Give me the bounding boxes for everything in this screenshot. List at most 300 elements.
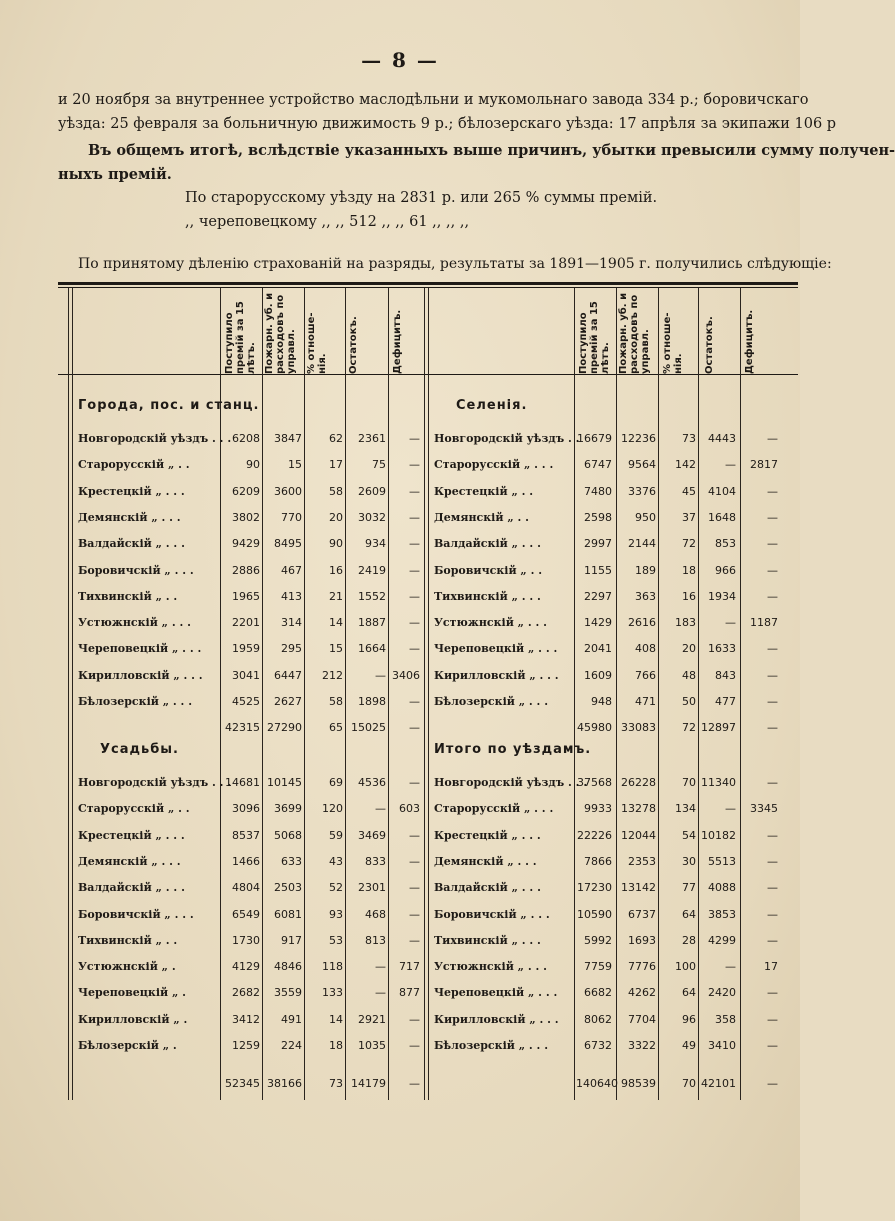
table-cell: 18 bbox=[329, 1039, 343, 1052]
table-cell: 8537 bbox=[232, 828, 260, 842]
table-cell: — bbox=[767, 589, 778, 603]
table-cell: 948 bbox=[591, 695, 612, 708]
table-cell: — bbox=[767, 1012, 778, 1026]
district-name: Череповецкій „ . . . bbox=[434, 986, 558, 1000]
table-cell: 3041 bbox=[232, 668, 260, 682]
table-cell: 1887 bbox=[358, 616, 386, 630]
district-name: Валдайскій „ . . . bbox=[434, 881, 541, 895]
table-cell: 58 bbox=[329, 695, 343, 708]
table-cell: 467 bbox=[281, 563, 302, 577]
table-cell: 37568 bbox=[577, 776, 612, 789]
table-cell: 3096 bbox=[232, 802, 260, 816]
table-row bbox=[0, 537, 800, 557]
table-cell: — bbox=[409, 510, 420, 524]
table-cell: 1633 bbox=[708, 642, 736, 656]
table-cell: — bbox=[409, 721, 420, 735]
table-cell: 471 bbox=[635, 695, 656, 708]
table-row bbox=[0, 881, 800, 901]
district-name: Старорусскій „ . . bbox=[78, 458, 190, 472]
district-name: Кирилловскій „ . bbox=[78, 1012, 188, 1026]
table-cell: 813 bbox=[365, 933, 386, 947]
table-cell: — bbox=[375, 668, 386, 682]
table-row bbox=[0, 695, 800, 715]
table-cell: — bbox=[767, 484, 778, 498]
table-cell: 917 bbox=[281, 933, 302, 947]
table-cell: — bbox=[409, 616, 420, 630]
district-name: Бѣлозерскій „ . . . bbox=[434, 695, 549, 708]
table-cell: 2420 bbox=[708, 986, 736, 1000]
table-cell: 72 bbox=[682, 537, 696, 551]
section-title: Города, пос. и станц. bbox=[78, 398, 260, 413]
table-cell: 3322 bbox=[628, 1039, 656, 1052]
table-row bbox=[0, 908, 800, 928]
table-cell: 142 bbox=[675, 458, 696, 472]
table-cell: 9933 bbox=[584, 802, 612, 816]
table-cell: 64 bbox=[682, 907, 696, 921]
table-cell: 189 bbox=[635, 563, 656, 577]
table-cell: 69 bbox=[329, 776, 343, 789]
table-cell: 6081 bbox=[274, 907, 302, 921]
district-name: Боровичскій „ . . . bbox=[78, 563, 194, 577]
table-cell: 934 bbox=[365, 537, 386, 551]
table-cell: 72 bbox=[682, 721, 696, 735]
table-cell: — bbox=[725, 802, 736, 816]
table-cell: 6682 bbox=[584, 986, 612, 1000]
table-cell: — bbox=[725, 616, 736, 630]
table-cell: 9564 bbox=[628, 458, 656, 472]
table-cell: 93 bbox=[329, 907, 343, 921]
district-name: Тихвинскій „ . . bbox=[78, 933, 178, 947]
table-cell: 65 bbox=[329, 721, 343, 735]
district-name: Новгородскій уѣздъ . . . bbox=[78, 432, 232, 445]
table-cell: 2503 bbox=[274, 881, 302, 895]
table-cell: — bbox=[409, 854, 420, 868]
table-cell: 6447 bbox=[274, 668, 302, 682]
table-cell: 16 bbox=[329, 563, 343, 577]
table-cell: 26228 bbox=[621, 776, 656, 789]
table-cell: 2297 bbox=[584, 589, 612, 603]
table-cell: 3412 bbox=[232, 1012, 260, 1026]
table-cell: — bbox=[767, 668, 778, 682]
table-cell: 27290 bbox=[267, 721, 302, 735]
table-cell: 15 bbox=[288, 458, 302, 472]
table-cell: 770 bbox=[281, 510, 302, 524]
total-row bbox=[0, 721, 800, 741]
table-cell: 1609 bbox=[584, 668, 612, 682]
table-cell: 100 bbox=[675, 960, 696, 974]
table-cell: 10590 bbox=[577, 907, 612, 921]
table-cell: 7759 bbox=[584, 960, 612, 974]
table-cell: 96 bbox=[682, 1012, 696, 1026]
table-cell: — bbox=[409, 881, 420, 895]
table-cell: 7866 bbox=[584, 854, 612, 868]
table-cell: 20 bbox=[682, 642, 696, 656]
intro-line-4: ныхъ премій. bbox=[58, 166, 172, 183]
table-cell: 1730 bbox=[232, 933, 260, 947]
table-cell: 73 bbox=[329, 1077, 343, 1091]
table-cell: 3032 bbox=[358, 510, 386, 524]
table-cell: 413 bbox=[281, 589, 302, 603]
table-cell: 16 bbox=[682, 589, 696, 603]
table-cell: 90 bbox=[329, 537, 343, 551]
table-cell: 49 bbox=[682, 1039, 696, 1052]
column-header: % отноше- нія. bbox=[306, 312, 328, 374]
district-name: Кирилловскій „ . . . bbox=[434, 1012, 559, 1026]
table-cell: 7480 bbox=[584, 484, 612, 498]
table-cell: 2419 bbox=[358, 563, 386, 577]
district-name: Демянскій „ . . . bbox=[78, 854, 181, 868]
table-cell: 4129 bbox=[232, 960, 260, 974]
district-name: Валдайскій „ . . . bbox=[78, 537, 185, 551]
table-cell: 1035 bbox=[358, 1039, 386, 1052]
table-cell: — bbox=[725, 960, 736, 974]
district-name: Крестецкій „ . . . bbox=[78, 484, 185, 498]
table-cell: 50 bbox=[682, 695, 696, 708]
summary-line-2: ,, череповецкому ,, ,, 512 ,, ,, 61 ,, ,, ,, bbox=[185, 214, 470, 230]
table-cell: 53 bbox=[329, 933, 343, 947]
table-cell: 54 bbox=[682, 828, 696, 842]
table-cell: — bbox=[767, 986, 778, 1000]
table-cell: 7776 bbox=[628, 960, 656, 974]
district-name: Новгородскій уѣздъ . . bbox=[434, 432, 580, 445]
table-intro: По принятому дѣленію страхованій на разряды, результаты за 1891—1905 г. получились слѣдующіе: bbox=[78, 256, 832, 272]
district-name: Устюжнскій „ . . . bbox=[434, 616, 547, 630]
table-cell: 1155 bbox=[584, 563, 612, 577]
table-cell: 14 bbox=[329, 1012, 343, 1026]
table-cell: 950 bbox=[635, 510, 656, 524]
table-cell: 52345 bbox=[225, 1077, 260, 1091]
table-cell: — bbox=[767, 537, 778, 551]
table-cell: 477 bbox=[715, 695, 736, 708]
section-title: Итого по уѣздамъ. bbox=[434, 742, 592, 757]
district-name: Новгородскій уѣздъ . . . bbox=[434, 776, 588, 789]
table-row bbox=[0, 432, 800, 452]
table-cell: 14 bbox=[329, 616, 343, 630]
table-cell: 3410 bbox=[708, 1039, 736, 1052]
table-cell: — bbox=[767, 510, 778, 524]
table-cell: 73 bbox=[682, 432, 696, 445]
page-number: — 8 — bbox=[361, 48, 439, 72]
table-cell: — bbox=[767, 1039, 778, 1052]
table-cell: 6732 bbox=[584, 1039, 612, 1052]
column-header: Остатокъ. bbox=[704, 316, 715, 374]
table-cell: 2144 bbox=[628, 537, 656, 551]
table-cell: 12044 bbox=[621, 828, 656, 842]
table-cell: — bbox=[409, 695, 420, 708]
table-cell: 21 bbox=[329, 589, 343, 603]
table-cell: — bbox=[375, 986, 386, 1000]
table-row bbox=[0, 564, 800, 584]
district-name: Бѣлозерскій „ . . . bbox=[78, 695, 193, 708]
table-cell: 77 bbox=[682, 881, 696, 895]
table-cell: 4299 bbox=[708, 933, 736, 947]
table-cell: 38166 bbox=[267, 1077, 302, 1091]
table-cell: 62 bbox=[329, 432, 343, 445]
table-cell: 877 bbox=[399, 986, 420, 1000]
table-row bbox=[0, 802, 800, 822]
table-cell: — bbox=[767, 563, 778, 577]
table-cell: 3600 bbox=[274, 484, 302, 498]
table-cell: 28 bbox=[682, 933, 696, 947]
table-cell: — bbox=[409, 1012, 420, 1026]
district-name: Боровичскій „ . . . bbox=[78, 907, 194, 921]
table-cell: 15 bbox=[329, 642, 343, 656]
table-cell: 64 bbox=[682, 986, 696, 1000]
table-cell: 134 bbox=[675, 802, 696, 816]
table-cell: 5068 bbox=[274, 828, 302, 842]
table-cell: — bbox=[375, 960, 386, 974]
table-cell: 42101 bbox=[701, 1077, 736, 1091]
table-cell: — bbox=[767, 721, 778, 735]
table-cell: — bbox=[725, 458, 736, 472]
table-cell: 8495 bbox=[274, 537, 302, 551]
table-cell: 13278 bbox=[621, 802, 656, 816]
table-cell: 18 bbox=[682, 563, 696, 577]
district-name: Демянскій „ . . . bbox=[78, 510, 181, 524]
table-cell: — bbox=[409, 537, 420, 551]
table-cell: 314 bbox=[281, 616, 302, 630]
table-cell: 843 bbox=[715, 668, 736, 682]
table-cell: 13142 bbox=[621, 881, 656, 895]
section-title: Селенія. bbox=[456, 398, 528, 413]
table-cell: 717 bbox=[399, 960, 420, 974]
table-cell: 15025 bbox=[351, 721, 386, 735]
table-cell: 4443 bbox=[708, 432, 736, 445]
table-cell: 133 bbox=[322, 986, 343, 1000]
district-name: Старорусскій „ . . . bbox=[434, 458, 554, 472]
table-cell: 4262 bbox=[628, 986, 656, 1000]
table-cell: — bbox=[409, 1039, 420, 1052]
table-cell: 9429 bbox=[232, 537, 260, 551]
table-cell: 14681 bbox=[225, 776, 260, 789]
table-cell: 17 bbox=[329, 458, 343, 472]
table-cell: — bbox=[767, 828, 778, 842]
table-cell: 833 bbox=[365, 854, 386, 868]
column-header: Пожарн. уб. и расходовъ по управл. bbox=[618, 292, 651, 374]
table-cell: 4846 bbox=[274, 960, 302, 974]
table-cell: — bbox=[409, 484, 420, 498]
table-cell: 1934 bbox=[708, 589, 736, 603]
table-cell: 1187 bbox=[750, 616, 778, 630]
table-cell: 75 bbox=[372, 458, 386, 472]
table-cell: 2361 bbox=[358, 432, 386, 445]
table-row bbox=[0, 642, 800, 662]
table-cell: 212 bbox=[322, 668, 343, 682]
district-name: Устюжнскій „ . . . bbox=[434, 960, 547, 974]
district-name: Череповецкій „ . . . bbox=[434, 642, 558, 656]
table-cell: 58 bbox=[329, 484, 343, 498]
table-cell: 1898 bbox=[358, 695, 386, 708]
table-cell: 4088 bbox=[708, 881, 736, 895]
table-cell: 1429 bbox=[584, 616, 612, 630]
table-cell: 90 bbox=[246, 458, 260, 472]
table-cell: 120 bbox=[322, 802, 343, 816]
table-row bbox=[0, 669, 800, 689]
table-cell: 30 bbox=[682, 854, 696, 868]
table-row bbox=[0, 776, 800, 796]
table-cell: 3376 bbox=[628, 484, 656, 498]
table-cell: 118 bbox=[322, 960, 343, 974]
district-name: Старорусскій „ . . bbox=[78, 802, 190, 816]
table-cell: 20 bbox=[329, 510, 343, 524]
column-header: Поступило премій за 15 лѣтъ. bbox=[578, 301, 611, 374]
table-cell: 4804 bbox=[232, 881, 260, 895]
table-cell: 45980 bbox=[577, 721, 612, 735]
table-cell: 8062 bbox=[584, 1012, 612, 1026]
table-cell: 2301 bbox=[358, 881, 386, 895]
column-header: % отноше- нія. bbox=[662, 312, 684, 374]
table-cell: — bbox=[767, 432, 778, 445]
table-cell: 140640 bbox=[576, 1077, 618, 1091]
table-cell: 7704 bbox=[628, 1012, 656, 1026]
table-cell: 59 bbox=[329, 828, 343, 842]
district-name: Устюжнскій „ . . . bbox=[78, 616, 191, 630]
table-cell: 10182 bbox=[701, 828, 736, 842]
total-row bbox=[0, 1077, 800, 1097]
table-cell: — bbox=[409, 563, 420, 577]
table-cell: — bbox=[767, 881, 778, 895]
district-name: Боровичскій „ . . . bbox=[434, 907, 550, 921]
table-cell: 224 bbox=[281, 1039, 302, 1052]
table-row bbox=[0, 855, 800, 875]
column-header: Пожарн. уб. и расходовъ по управл. bbox=[264, 292, 297, 374]
district-name: Тихвинскій „ . . bbox=[78, 589, 178, 603]
table-cell: 6209 bbox=[232, 484, 260, 498]
table-cell: 70 bbox=[682, 776, 696, 789]
district-name: Бѣлозерскій „ . bbox=[78, 1039, 177, 1052]
table-cell: 22226 bbox=[577, 828, 612, 842]
table-cell: — bbox=[767, 642, 778, 656]
table-cell: — bbox=[767, 1077, 778, 1091]
table-cell: 3853 bbox=[708, 907, 736, 921]
table-cell: 2353 bbox=[628, 854, 656, 868]
table-row bbox=[0, 590, 800, 610]
column-header: Остатокъ. bbox=[348, 316, 359, 374]
table-cell: — bbox=[767, 695, 778, 708]
table-cell: 70 bbox=[682, 1077, 696, 1091]
table-cell: 408 bbox=[635, 642, 656, 656]
table-row bbox=[0, 829, 800, 849]
table-cell: 2041 bbox=[584, 642, 612, 656]
summary-line-1: По старорусскому уѣзду на 2831 р. или 265 % суммы премій. bbox=[185, 190, 658, 206]
table-cell: 363 bbox=[635, 589, 656, 603]
table-cell: 4525 bbox=[232, 695, 260, 708]
table-cell: 3802 bbox=[232, 510, 260, 524]
table-cell: 45 bbox=[682, 484, 696, 498]
table-row bbox=[0, 1013, 800, 1033]
table-cell: 2201 bbox=[232, 616, 260, 630]
district-name: Крестецкій „ . . . bbox=[434, 828, 541, 842]
column-header: Дефицитъ. bbox=[392, 309, 403, 374]
table-cell: 3847 bbox=[274, 432, 302, 445]
table-cell: 48 bbox=[682, 668, 696, 682]
table-cell: 2682 bbox=[232, 986, 260, 1000]
table-cell: — bbox=[409, 432, 420, 445]
table-cell: 1552 bbox=[358, 589, 386, 603]
table-cell: 5513 bbox=[708, 854, 736, 868]
table-cell: 3345 bbox=[750, 802, 778, 816]
table-cell: 468 bbox=[365, 907, 386, 921]
table-cell: 853 bbox=[715, 537, 736, 551]
table-cell: 3559 bbox=[274, 986, 302, 1000]
table-cell: 33083 bbox=[621, 721, 656, 735]
table-cell: 14179 bbox=[351, 1077, 386, 1091]
district-name: Бѣлозерскій „ . . . bbox=[434, 1039, 549, 1052]
table-cell: 52 bbox=[329, 881, 343, 895]
district-name: Боровичскій „ . . bbox=[434, 563, 543, 577]
table-cell: 2921 bbox=[358, 1012, 386, 1026]
table-cell: 3699 bbox=[274, 802, 302, 816]
district-name: Демянскій „ . . . bbox=[434, 854, 537, 868]
table-cell: 2609 bbox=[358, 484, 386, 498]
table-cell: 2598 bbox=[584, 510, 612, 524]
table-cell: 5992 bbox=[584, 933, 612, 947]
table-cell: 6208 bbox=[232, 432, 260, 445]
table-cell: 633 bbox=[281, 854, 302, 868]
table-cell: 1664 bbox=[358, 642, 386, 656]
table-cell: 17 bbox=[764, 960, 778, 974]
table-cell: — bbox=[375, 802, 386, 816]
table-cell: 1693 bbox=[628, 933, 656, 947]
table-cell: 6549 bbox=[232, 907, 260, 921]
table-row bbox=[0, 986, 800, 1006]
district-name: Тихвинскій „ . . . bbox=[434, 933, 541, 947]
table-cell: 3469 bbox=[358, 828, 386, 842]
table-row bbox=[0, 934, 800, 954]
table-cell: 183 bbox=[675, 616, 696, 630]
district-name: Старорусскій „ . . . bbox=[434, 802, 554, 816]
table-cell: 6747 bbox=[584, 458, 612, 472]
district-name: Валдайскій „ . . . bbox=[434, 537, 541, 551]
table-cell: 4536 bbox=[358, 776, 386, 789]
table-cell: 1466 bbox=[232, 854, 260, 868]
table-top-rule bbox=[58, 282, 798, 285]
intro-line-3: Въ общемъ итогѣ, вслѣдствіе указанныхъ выше причинъ, убытки превысили сумму получен- bbox=[88, 142, 895, 159]
district-name: Кирилловскій „ . . . bbox=[78, 668, 203, 682]
table-cell: — bbox=[409, 458, 420, 472]
table-cell: 1259 bbox=[232, 1039, 260, 1052]
table-cell: 16679 bbox=[577, 432, 612, 445]
table-cell: 2886 bbox=[232, 563, 260, 577]
table-cell: — bbox=[409, 1077, 420, 1091]
table-cell: 2997 bbox=[584, 537, 612, 551]
district-name: Крестецкій „ . . . bbox=[78, 828, 185, 842]
table-cell: 2817 bbox=[750, 458, 778, 472]
table-cell: 766 bbox=[635, 668, 656, 682]
table-cell: — bbox=[767, 933, 778, 947]
table-cell: 603 bbox=[399, 802, 420, 816]
table-cell: — bbox=[409, 933, 420, 947]
column-header: Поступило премій за 15 лѣтъ. bbox=[224, 301, 257, 374]
table-cell: 37 bbox=[682, 510, 696, 524]
table-cell: 10145 bbox=[267, 776, 302, 789]
table-row bbox=[0, 1039, 800, 1059]
table-row bbox=[0, 511, 800, 531]
table-cell: 11340 bbox=[701, 776, 736, 789]
table-row bbox=[0, 458, 800, 478]
table-cell: 43 bbox=[329, 854, 343, 868]
table-cell: — bbox=[767, 854, 778, 868]
intro-line-2: уѣзда: 25 февраля за больничную движимость 9 р.; бѣлозерскаго уѣзда: 17 апрѣля за экипажи 106 р bbox=[58, 116, 837, 132]
table-row bbox=[0, 960, 800, 980]
table-cell: 4104 bbox=[708, 484, 736, 498]
table-cell: — bbox=[767, 907, 778, 921]
table-cell: 2616 bbox=[628, 616, 656, 630]
table-row bbox=[0, 616, 800, 636]
table-cell: — bbox=[409, 642, 420, 656]
column-header: Дефицитъ. bbox=[744, 309, 755, 374]
district-name: Кирилловскій „ . . . bbox=[434, 668, 559, 682]
